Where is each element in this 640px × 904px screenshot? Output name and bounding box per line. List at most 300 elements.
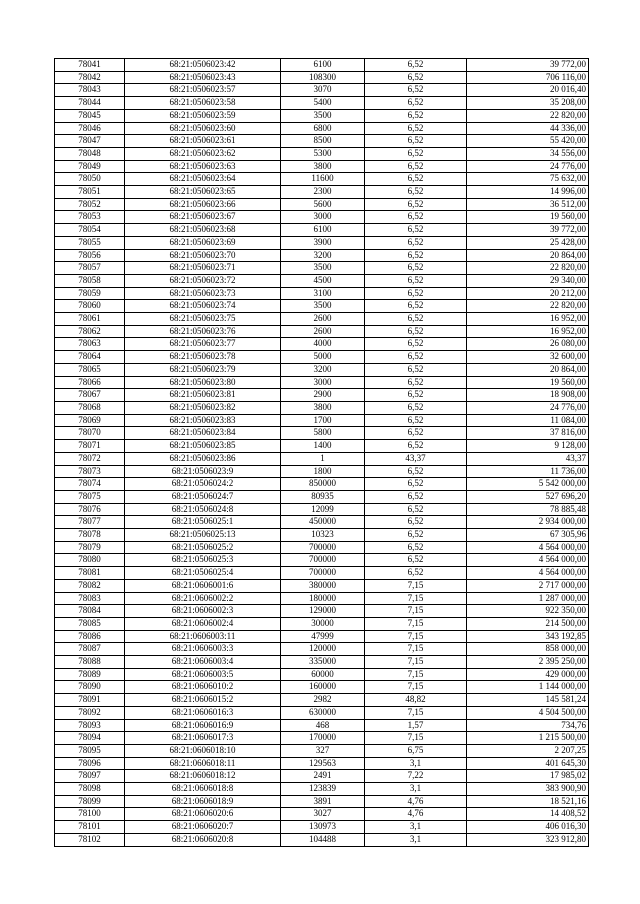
cadastral-number-cell: 68:21:0506023:70 (125, 249, 281, 262)
table-row (55, 681, 589, 694)
table-row (55, 605, 589, 618)
row-number-cell: 78093 (55, 719, 125, 732)
area-cell: 450000 (281, 516, 365, 529)
amount-cell: 55 420,00 (467, 135, 589, 148)
amount-cell: 20 016,40 (467, 84, 589, 97)
rate-cell: 6,52 (365, 516, 467, 529)
area-cell: 130973 (281, 821, 365, 834)
area-cell: 2300 (281, 186, 365, 199)
rate-cell: 6,52 (365, 84, 467, 97)
area-cell: 3891 (281, 795, 365, 808)
cadastral-number-cell: 68:21:0606018:9 (125, 795, 281, 808)
cadastral-number-cell: 68:21:0606020:8 (125, 833, 281, 846)
table-row (55, 427, 589, 440)
table-row (55, 401, 589, 414)
cadastral-number-cell: 68:21:0506025:3 (125, 554, 281, 567)
amount-cell: 24 776,00 (467, 160, 589, 173)
row-number-cell: 78045 (55, 109, 125, 122)
row-number-cell: 78102 (55, 833, 125, 846)
rate-cell: 6,52 (365, 122, 467, 135)
row-number-cell: 78076 (55, 503, 125, 516)
amount-cell: 11 084,00 (467, 414, 589, 427)
table-row (55, 821, 589, 834)
amount-cell: 32 600,00 (467, 351, 589, 364)
table-row (55, 579, 589, 592)
row-number-cell: 78043 (55, 84, 125, 97)
table-row (55, 59, 589, 72)
amount-cell: 214 500,00 (467, 617, 589, 630)
area-cell: 3070 (281, 84, 365, 97)
row-number-cell: 78049 (55, 160, 125, 173)
rate-cell: 3,1 (365, 833, 467, 846)
amount-cell: 429 000,00 (467, 668, 589, 681)
cadastral-number-cell: 68:21:0506025:4 (125, 567, 281, 580)
amount-cell: 29 340,00 (467, 274, 589, 287)
rate-cell: 3,1 (365, 821, 467, 834)
table-row (55, 719, 589, 732)
cadastral-number-cell: 68:21:0506024:7 (125, 490, 281, 503)
area-cell: 3500 (281, 262, 365, 275)
amount-cell: 18 521,16 (467, 795, 589, 808)
cadastral-number-cell: 68:21:0606015:2 (125, 694, 281, 707)
rate-cell: 6,52 (365, 109, 467, 122)
row-number-cell: 78088 (55, 656, 125, 669)
rate-cell: 6,52 (365, 351, 467, 364)
amount-cell: 406 016,30 (467, 821, 589, 834)
table-row (55, 694, 589, 707)
cadastral-number-cell: 68:21:0606018:11 (125, 757, 281, 770)
amount-cell: 67 305,96 (467, 529, 589, 542)
row-number-cell: 78099 (55, 795, 125, 808)
rate-cell: 6,75 (365, 744, 467, 757)
table-row (55, 452, 589, 465)
rate-cell: 6,52 (365, 186, 467, 199)
rate-cell: 6,52 (365, 135, 467, 148)
rate-cell: 6,52 (365, 97, 467, 110)
area-cell: 630000 (281, 706, 365, 719)
area-cell: 4500 (281, 274, 365, 287)
area-cell: 5600 (281, 198, 365, 211)
row-number-cell: 78054 (55, 224, 125, 237)
row-number-cell: 78089 (55, 668, 125, 681)
table-row (55, 249, 589, 262)
area-cell: 1700 (281, 414, 365, 427)
table-row (55, 808, 589, 821)
rate-cell: 6,52 (365, 503, 467, 516)
cadastral-number-cell: 68:21:0506023:62 (125, 147, 281, 160)
table-row (55, 363, 589, 376)
row-number-cell: 78068 (55, 401, 125, 414)
cadastral-number-cell: 68:21:0506023:61 (125, 135, 281, 148)
rate-cell: 7,15 (365, 668, 467, 681)
table-row (55, 795, 589, 808)
cadastral-number-cell: 68:21:0506023:73 (125, 287, 281, 300)
area-cell: 5800 (281, 427, 365, 440)
cadastral-number-cell: 68:21:0506024:8 (125, 503, 281, 516)
table-row (55, 71, 589, 84)
table-row (55, 617, 589, 630)
cadastral-number-cell: 68:21:0506023:80 (125, 376, 281, 389)
table-row (55, 490, 589, 503)
cadastral-number-cell: 68:21:0506023:78 (125, 351, 281, 364)
area-cell: 47999 (281, 630, 365, 643)
cadastral-number-cell: 68:21:0606001:6 (125, 579, 281, 592)
amount-cell: 1 215 500,00 (467, 732, 589, 745)
area-cell: 129000 (281, 605, 365, 618)
rate-cell: 6,52 (365, 490, 467, 503)
rate-cell: 6,52 (365, 287, 467, 300)
table-row (55, 833, 589, 846)
table-row (55, 122, 589, 135)
table-row (55, 300, 589, 313)
table-row (55, 757, 589, 770)
amount-cell: 1 144 000,00 (467, 681, 589, 694)
amount-cell: 43,37 (467, 452, 589, 465)
amount-cell: 401 645,30 (467, 757, 589, 770)
amount-cell: 20 212,00 (467, 287, 589, 300)
amount-cell: 2 207,25 (467, 744, 589, 757)
rate-cell: 6,52 (365, 300, 467, 313)
area-cell: 12099 (281, 503, 365, 516)
rate-cell: 7,15 (365, 617, 467, 630)
area-cell: 129563 (281, 757, 365, 770)
amount-cell: 22 820,00 (467, 300, 589, 313)
cadastral-number-cell: 68:21:0506023:66 (125, 198, 281, 211)
row-number-cell: 78095 (55, 744, 125, 757)
rate-cell: 7,22 (365, 770, 467, 783)
area-cell: 120000 (281, 643, 365, 656)
row-number-cell: 78082 (55, 579, 125, 592)
table-row (55, 287, 589, 300)
rate-cell: 4,76 (365, 795, 467, 808)
cadastral-number-cell: 68:21:0506023:76 (125, 325, 281, 338)
amount-cell: 4 564 000,00 (467, 567, 589, 580)
rate-cell: 6,52 (365, 338, 467, 351)
cadastral-number-cell: 68:21:0506023:43 (125, 71, 281, 84)
amount-cell: 14 996,00 (467, 186, 589, 199)
area-cell: 3200 (281, 249, 365, 262)
area-cell: 8500 (281, 135, 365, 148)
area-cell: 3800 (281, 160, 365, 173)
area-cell: 2900 (281, 389, 365, 402)
row-number-cell: 78090 (55, 681, 125, 694)
area-cell: 700000 (281, 541, 365, 554)
table-row (55, 503, 589, 516)
row-number-cell: 78048 (55, 147, 125, 160)
table-row (55, 529, 589, 542)
area-cell: 700000 (281, 567, 365, 580)
amount-cell: 2 395 250,00 (467, 656, 589, 669)
rate-cell: 7,15 (365, 681, 467, 694)
row-number-cell: 78080 (55, 554, 125, 567)
area-cell: 170000 (281, 732, 365, 745)
area-cell: 327 (281, 744, 365, 757)
table-row (55, 567, 589, 580)
cadastral-number-cell: 68:21:0506023:63 (125, 160, 281, 173)
area-cell: 3000 (281, 211, 365, 224)
rate-cell: 6,52 (365, 440, 467, 453)
table-row (55, 338, 589, 351)
rate-cell: 6,52 (365, 236, 467, 249)
table-row (55, 554, 589, 567)
row-number-cell: 78060 (55, 300, 125, 313)
amount-cell: 75 632,00 (467, 173, 589, 186)
area-cell: 3900 (281, 236, 365, 249)
cadastral-number-cell: 68:21:0606018:8 (125, 783, 281, 796)
amount-cell: 17 985,02 (467, 770, 589, 783)
rate-cell: 6,52 (365, 414, 467, 427)
cadastral-number-cell: 68:21:0606016:3 (125, 706, 281, 719)
area-cell: 468 (281, 719, 365, 732)
rate-cell: 7,15 (365, 605, 467, 618)
table-row (55, 478, 589, 491)
amount-cell: 35 208,00 (467, 97, 589, 110)
row-number-cell: 78055 (55, 236, 125, 249)
area-cell: 3500 (281, 109, 365, 122)
document-page (54, 58, 588, 847)
cadastral-number-cell: 68:21:0606020:7 (125, 821, 281, 834)
cadastral-number-cell: 68:21:0606018:10 (125, 744, 281, 757)
table-body (55, 59, 589, 847)
row-number-cell: 78087 (55, 643, 125, 656)
amount-cell: 527 696,20 (467, 490, 589, 503)
row-number-cell: 78052 (55, 198, 125, 211)
amount-cell: 4 564 000,00 (467, 541, 589, 554)
area-cell: 4000 (281, 338, 365, 351)
row-number-cell: 78096 (55, 757, 125, 770)
area-cell: 6100 (281, 59, 365, 72)
cadastral-number-cell: 68:21:0506023:69 (125, 236, 281, 249)
rate-cell: 6,52 (365, 160, 467, 173)
table-row (55, 630, 589, 643)
cadastral-number-cell: 68:21:0506023:77 (125, 338, 281, 351)
area-cell: 850000 (281, 478, 365, 491)
area-cell: 3100 (281, 287, 365, 300)
cadastral-number-cell: 68:21:0506023:86 (125, 452, 281, 465)
table-row (55, 160, 589, 173)
rate-cell: 6,52 (365, 427, 467, 440)
table-row (55, 592, 589, 605)
table-row (55, 414, 589, 427)
row-number-cell: 78100 (55, 808, 125, 821)
cadastral-number-cell: 68:21:0506023:72 (125, 274, 281, 287)
row-number-cell: 78067 (55, 389, 125, 402)
table-row (55, 211, 589, 224)
cadastral-number-cell: 68:21:0506023:79 (125, 363, 281, 376)
cadastral-number-cell: 68:21:0506025:2 (125, 541, 281, 554)
area-cell: 10323 (281, 529, 365, 542)
rate-cell: 6,52 (365, 249, 467, 262)
amount-cell: 2 934 000,00 (467, 516, 589, 529)
amount-cell: 323 912,80 (467, 833, 589, 846)
table-row (55, 84, 589, 97)
cadastral-number-cell: 68:21:0606018:12 (125, 770, 281, 783)
cadastral-number-cell: 68:21:0606003:3 (125, 643, 281, 656)
table-row (55, 440, 589, 453)
cadastral-number-cell: 68:21:0506023:82 (125, 401, 281, 414)
table-row (55, 656, 589, 669)
table-row (55, 541, 589, 554)
rate-cell: 6,52 (365, 567, 467, 580)
cadastral-number-cell: 68:21:0506023:65 (125, 186, 281, 199)
table-row (55, 186, 589, 199)
area-cell: 2982 (281, 694, 365, 707)
rate-cell: 7,15 (365, 706, 467, 719)
rate-cell: 6,52 (365, 59, 467, 72)
area-cell: 335000 (281, 656, 365, 669)
row-number-cell: 78084 (55, 605, 125, 618)
area-cell: 180000 (281, 592, 365, 605)
data-table (54, 58, 589, 847)
rate-cell: 6,52 (365, 198, 467, 211)
row-number-cell: 78074 (55, 478, 125, 491)
amount-cell: 19 560,00 (467, 376, 589, 389)
row-number-cell: 78070 (55, 427, 125, 440)
amount-cell: 5 542 000,00 (467, 478, 589, 491)
rate-cell: 7,15 (365, 579, 467, 592)
cadastral-number-cell: 68:21:0506023:71 (125, 262, 281, 275)
cadastral-number-cell: 68:21:0606003:4 (125, 656, 281, 669)
cadastral-number-cell: 68:21:0506023:84 (125, 427, 281, 440)
rate-cell: 48,82 (365, 694, 467, 707)
amount-cell: 78 885,48 (467, 503, 589, 516)
table-row (55, 325, 589, 338)
rate-cell: 6,52 (365, 389, 467, 402)
cadastral-number-cell: 68:21:0506023:83 (125, 414, 281, 427)
row-number-cell: 78083 (55, 592, 125, 605)
amount-cell: 20 864,00 (467, 363, 589, 376)
row-number-cell: 78075 (55, 490, 125, 503)
row-number-cell: 78044 (55, 97, 125, 110)
area-cell: 1800 (281, 465, 365, 478)
table-row (55, 198, 589, 211)
amount-cell: 16 952,00 (467, 325, 589, 338)
cadastral-number-cell: 68:21:0606002:2 (125, 592, 281, 605)
cadastral-number-cell: 68:21:0606010:2 (125, 681, 281, 694)
row-number-cell: 78041 (55, 59, 125, 72)
amount-cell: 858 000,00 (467, 643, 589, 656)
area-cell: 1400 (281, 440, 365, 453)
row-number-cell: 78086 (55, 630, 125, 643)
row-number-cell: 78047 (55, 135, 125, 148)
cadastral-number-cell: 68:21:0606003:5 (125, 668, 281, 681)
amount-cell: 24 776,00 (467, 401, 589, 414)
cadastral-number-cell: 68:21:0506023:57 (125, 84, 281, 97)
row-number-cell: 78098 (55, 783, 125, 796)
rate-cell: 6,52 (365, 478, 467, 491)
amount-cell: 383 900,90 (467, 783, 589, 796)
cadastral-number-cell: 68:21:0506023:75 (125, 313, 281, 326)
amount-cell: 145 581,24 (467, 694, 589, 707)
area-cell: 700000 (281, 554, 365, 567)
table-row (55, 770, 589, 783)
row-number-cell: 78065 (55, 363, 125, 376)
row-number-cell: 78094 (55, 732, 125, 745)
area-cell: 2491 (281, 770, 365, 783)
rate-cell: 6,52 (365, 363, 467, 376)
rate-cell: 6,52 (365, 274, 467, 287)
area-cell: 380000 (281, 579, 365, 592)
rate-cell: 7,15 (365, 732, 467, 745)
area-cell: 60000 (281, 668, 365, 681)
table-row (55, 313, 589, 326)
table-row (55, 465, 589, 478)
table-row (55, 643, 589, 656)
row-number-cell: 78077 (55, 516, 125, 529)
area-cell: 30000 (281, 617, 365, 630)
rate-cell: 7,15 (365, 656, 467, 669)
rate-cell: 6,52 (365, 173, 467, 186)
row-number-cell: 78057 (55, 262, 125, 275)
amount-cell: 1 287 000,00 (467, 592, 589, 605)
row-number-cell: 78072 (55, 452, 125, 465)
amount-cell: 922 350,00 (467, 605, 589, 618)
row-number-cell: 78059 (55, 287, 125, 300)
area-cell: 11600 (281, 173, 365, 186)
area-cell: 3500 (281, 300, 365, 313)
rate-cell: 6,52 (365, 401, 467, 414)
row-number-cell: 78050 (55, 173, 125, 186)
amount-cell: 734,76 (467, 719, 589, 732)
amount-cell: 36 512,00 (467, 198, 589, 211)
rate-cell: 6,52 (365, 313, 467, 326)
row-number-cell: 78079 (55, 541, 125, 554)
area-cell: 5000 (281, 351, 365, 364)
table-row (55, 783, 589, 796)
rate-cell: 7,15 (365, 630, 467, 643)
rate-cell: 3,1 (365, 783, 467, 796)
table-row (55, 224, 589, 237)
row-number-cell: 78051 (55, 186, 125, 199)
row-number-cell: 78085 (55, 617, 125, 630)
rate-cell: 6,52 (365, 529, 467, 542)
area-cell: 123839 (281, 783, 365, 796)
rate-cell: 6,52 (365, 224, 467, 237)
amount-cell: 19 560,00 (467, 211, 589, 224)
row-number-cell: 78078 (55, 529, 125, 542)
amount-cell: 22 820,00 (467, 262, 589, 275)
amount-cell: 16 952,00 (467, 313, 589, 326)
table-row (55, 706, 589, 719)
table-row (55, 147, 589, 160)
table-row (55, 516, 589, 529)
area-cell: 5400 (281, 97, 365, 110)
amount-cell: 14 408,52 (467, 808, 589, 821)
cadastral-number-cell: 68:21:0606020:6 (125, 808, 281, 821)
amount-cell: 20 864,00 (467, 249, 589, 262)
rate-cell: 6,52 (365, 465, 467, 478)
amount-cell: 706 116,00 (467, 71, 589, 84)
amount-cell: 4 564 000,00 (467, 554, 589, 567)
row-number-cell: 78069 (55, 414, 125, 427)
row-number-cell: 78046 (55, 122, 125, 135)
cadastral-number-cell: 68:21:0606016:9 (125, 719, 281, 732)
amount-cell: 343 192,85 (467, 630, 589, 643)
cadastral-number-cell: 68:21:0506023:74 (125, 300, 281, 313)
row-number-cell: 78053 (55, 211, 125, 224)
table-row (55, 351, 589, 364)
cadastral-number-cell: 68:21:0506025:13 (125, 529, 281, 542)
row-number-cell: 78101 (55, 821, 125, 834)
amount-cell: 44 336,00 (467, 122, 589, 135)
row-number-cell: 78066 (55, 376, 125, 389)
row-number-cell: 78058 (55, 274, 125, 287)
cadastral-number-cell: 68:21:0506025:1 (125, 516, 281, 529)
row-number-cell: 78092 (55, 706, 125, 719)
area-cell: 3027 (281, 808, 365, 821)
rate-cell: 43,37 (365, 452, 467, 465)
area-cell: 80935 (281, 490, 365, 503)
